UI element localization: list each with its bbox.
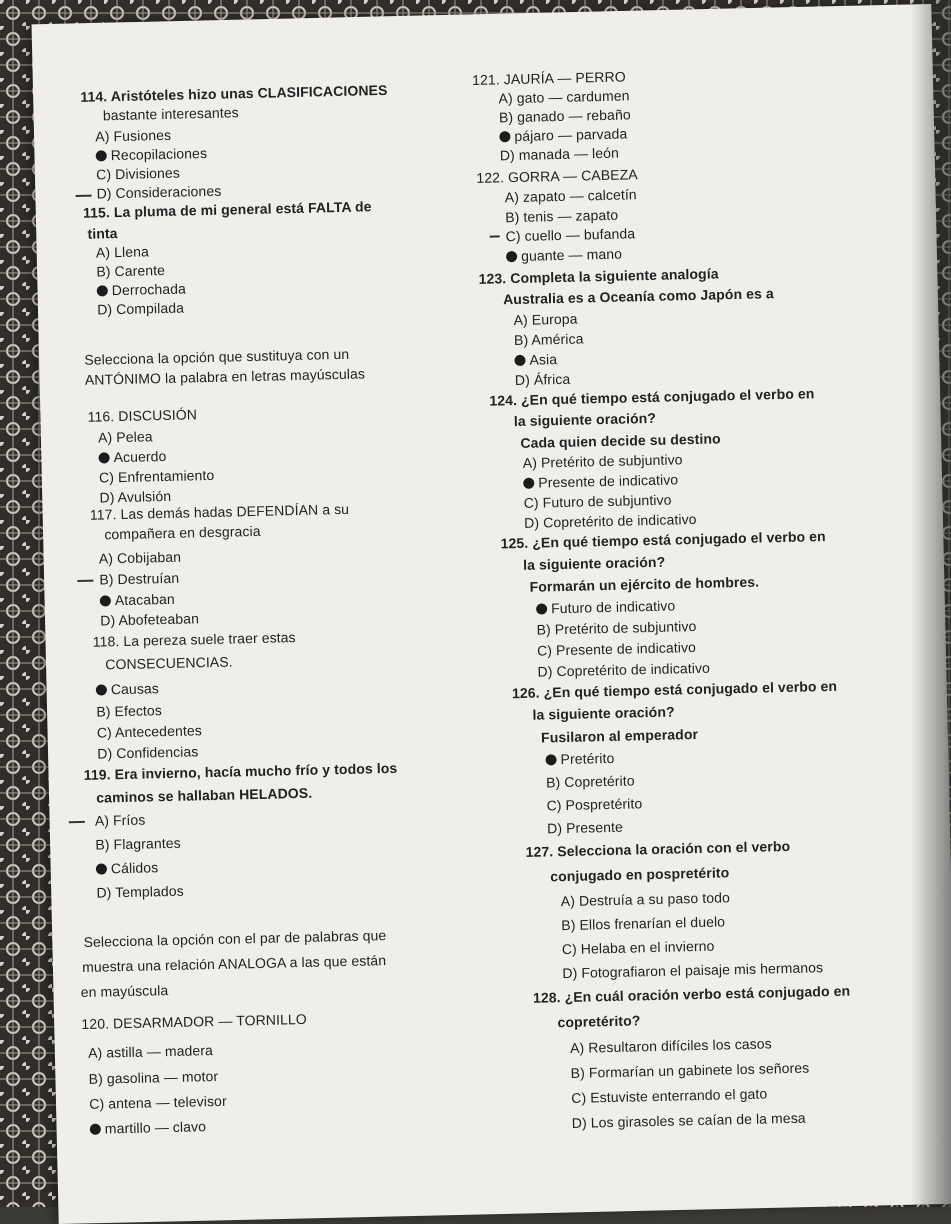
question-title-line2: bastante interesantes — [102, 104, 239, 124]
question-title: 117. Las demás hadas DEFENDÍAN a su — [89, 500, 350, 523]
option-c[interactable]: C) antena — televisor — [89, 1092, 227, 1112]
question-title-line2: la siguiente oración? — [513, 409, 657, 430]
question-title-line2: compañera en desgracia — [104, 522, 261, 543]
option-a-marked[interactable] — [536, 597, 676, 616]
question-title-line2: conjugado en pospretérito — [550, 864, 730, 885]
option-a[interactable]: A) zapato — calcetín — [504, 186, 637, 206]
question-title: 118. La pereza suele traer estas — [92, 629, 296, 650]
question-title: 128. ¿En cuál oración verbo está conjugado en — [532, 982, 851, 1006]
filled-answer-bubble-icon — [97, 285, 108, 296]
question-title: 114. Aristóteles hizo unas CLASIFICACIONES — [80, 81, 388, 105]
option-b[interactable]: B) gasolina — motor — [88, 1067, 219, 1087]
option-d-marked[interactable] — [90, 1118, 207, 1137]
option-a[interactable]: A) Pelea — [97, 428, 153, 446]
option-b-marked[interactable] — [523, 471, 678, 491]
instruction-line1: Selecciona la opción con el par de palabras que — [83, 927, 387, 950]
question-title-line2: Australia es a Oceanía como Japón es a — [502, 285, 774, 308]
option-label: Cálidos — [110, 859, 159, 877]
option-label: guante — mano — [520, 245, 623, 264]
option-a[interactable]: A) Fusiones — [95, 126, 172, 145]
option-label: Futuro de indicativo — [550, 597, 676, 617]
filled-answer-bubble-icon — [506, 251, 517, 262]
option-d[interactable]: D) Abofeteaban — [100, 610, 200, 629]
option-c-marked[interactable] — [100, 591, 175, 609]
question-title: 123. Completa la siguiente analogía — [478, 265, 719, 287]
option-b-marked[interactable] — [96, 145, 208, 164]
option-d[interactable]: D) Confidencias — [97, 743, 199, 762]
option-b[interactable]: B) Formarían un gabinete los señores — [570, 1059, 810, 1081]
option-c[interactable]: C) Futuro de subjuntivo — [523, 491, 672, 511]
filled-answer-bubble-icon — [96, 863, 107, 874]
option-b[interactable]: B) ganado — rebaño — [498, 106, 631, 126]
option-c-marked[interactable] — [514, 351, 557, 368]
question-title: 119. Era invierno, hacía mucho frío y todos los — [83, 759, 398, 783]
option-label: Causas — [110, 680, 160, 698]
option-c-marked[interactable] — [499, 125, 627, 144]
filled-answer-bubble-icon — [96, 684, 107, 695]
option-b[interactable]: B) Carente — [96, 261, 166, 280]
option-b[interactable]: B) Destruían — [99, 569, 180, 588]
option-b[interactable]: B) Flagrantes — [95, 834, 181, 853]
instruction-line1: Selecciona la opción que sustituya con un — [84, 345, 350, 368]
filled-answer-bubble-icon — [545, 754, 556, 765]
question-title: 120. DESARMADOR — TORNILLO — [81, 1010, 307, 1033]
filled-answer-bubble-icon — [96, 150, 107, 161]
option-a[interactable]: A) Resultaron difíciles los casos — [569, 1035, 772, 1056]
option-a[interactable]: A) Destruía a su paso todo — [560, 889, 731, 910]
sentence: Formarán un ejército de hombres. — [529, 573, 760, 595]
question-title-line2: la siguiente oración? — [522, 553, 666, 573]
option-c[interactable]: C) Pospretérito — [546, 795, 643, 814]
option-label: Asia — [529, 351, 558, 368]
option-b-marked[interactable] — [98, 448, 166, 466]
option-b[interactable]: B) Ellos frenarían el duelo — [561, 913, 726, 934]
question-title-line2: la siguiente oración? — [532, 703, 675, 723]
option-label: martillo — clavo — [104, 1118, 207, 1137]
filled-answer-bubble-icon — [536, 603, 547, 614]
question-title: 121. JAURÍA — PERRO — [471, 68, 626, 88]
option-c[interactable]: C) Estuviste enterrando el gato — [571, 1085, 768, 1106]
option-c[interactable]: C) cuello — bufanda — [505, 225, 636, 245]
pencil-mark — [69, 821, 85, 823]
option-a[interactable]: A) Fríos — [94, 811, 146, 829]
option-a[interactable]: A) Pretérito de subjuntivo — [522, 451, 683, 471]
option-c[interactable]: C) Presente de indicativo — [536, 639, 697, 659]
option-label: Presente de indicativo — [538, 471, 679, 491]
option-a-marked[interactable] — [96, 680, 159, 697]
option-b[interactable]: B) Pretérito de subjuntivo — [536, 617, 697, 638]
option-c-marked[interactable] — [96, 859, 159, 876]
option-d[interactable]: D) Los girasoles se caían de la mesa — [571, 1109, 806, 1131]
instruction-line2: muestra una relación ANALOGA a las que están — [81, 952, 387, 976]
question-title: 126. ¿En qué tiempo está conjugado el verbo en — [511, 677, 838, 702]
option-b[interactable]: B) tenis — zapato — [505, 206, 619, 226]
sentence: Cada quien decide su destino — [520, 430, 721, 451]
option-c-marked[interactable] — [97, 280, 186, 298]
sentence: Fusilaron al emperador — [540, 725, 699, 746]
option-b[interactable]: B) Copretérito — [545, 772, 635, 791]
option-label: Pretérito — [560, 749, 615, 768]
pencil-mark — [77, 580, 93, 582]
option-label: Acuerdo — [113, 447, 167, 466]
instruction-line2: ANTÓNIMO la palabra en letras mayúsculas — [84, 365, 366, 388]
filled-answer-bubble-icon — [90, 1124, 101, 1135]
option-d[interactable]: D) Copretérito de indicativo — [537, 659, 711, 680]
option-b[interactable]: B) América — [513, 330, 584, 349]
question-title: 122. GORRA — CABEZA — [476, 166, 638, 186]
option-label: pájaro — parvada — [514, 125, 628, 144]
option-b[interactable]: B) Efectos — [96, 702, 163, 720]
question-title: 115. La pluma de mi general está FALTA de — [82, 198, 372, 221]
question-title: 116. DISCUSIÓN — [87, 406, 198, 425]
instruction-line3: en mayúscula — [80, 982, 169, 1001]
option-d[interactable]: D) Consideraciones — [96, 182, 222, 202]
option-d[interactable]: D) Compilada — [97, 299, 185, 318]
option-d-marked[interactable] — [506, 246, 622, 265]
question-title-line2: copretérito? — [557, 1012, 641, 1031]
question-title-line2: caminos se hallaban HELADOS. — [96, 784, 313, 806]
filled-answer-bubble-icon — [523, 478, 534, 489]
option-d[interactable]: D) Fotografiaron el paisaje mis hermanos — [562, 959, 824, 982]
filled-answer-bubble-icon — [98, 452, 109, 463]
option-a[interactable]: A) astilla — madera — [87, 1042, 214, 1061]
option-d[interactable]: D) Templados — [96, 882, 184, 901]
option-label: Derrochada — [111, 280, 187, 299]
question-title: 127. Selecciona la oración con el verbo — [525, 837, 791, 860]
option-d[interactable]: D) manada — león — [499, 144, 620, 164]
option-label: Recopilaciones — [110, 144, 208, 164]
option-c[interactable]: C) Divisiones — [95, 164, 181, 183]
option-d[interactable]: D) África — [514, 370, 571, 389]
option-label: Atacaban — [114, 590, 175, 609]
option-a[interactable]: A) Europa — [513, 310, 578, 329]
pencil-mark — [490, 235, 500, 237]
option-d[interactable]: D) Copretérito de indicativo — [524, 510, 697, 531]
question-title-line2: CONSECUENCIAS. — [105, 653, 233, 673]
option-c[interactable]: C) Enfrentamiento — [98, 466, 215, 486]
filled-answer-bubble-icon — [499, 131, 510, 142]
question-title: 125. ¿En qué tiempo está conjugado el verbo en — [500, 528, 826, 552]
question-title: 124. ¿En qué tiempo está conjugado el verbo en — [489, 385, 815, 409]
option-d[interactable]: D) Avulsión — [99, 487, 172, 506]
option-a[interactable]: A) Cobijaban — [98, 548, 182, 567]
option-a-marked[interactable] — [545, 750, 614, 768]
option-d[interactable]: D) Presente — [546, 818, 624, 837]
filled-answer-bubble-icon — [100, 595, 111, 606]
option-a[interactable]: A) Llena — [95, 243, 150, 261]
pencil-mark — [76, 195, 92, 197]
option-a[interactable]: A) gato — cardumen — [498, 87, 630, 107]
option-c[interactable]: C) Antecedentes — [96, 722, 203, 741]
question-title-line2: tinta — [87, 225, 118, 242]
option-c[interactable]: C) Helaba en el invierno — [561, 937, 715, 958]
filled-answer-bubble-icon — [514, 355, 525, 366]
